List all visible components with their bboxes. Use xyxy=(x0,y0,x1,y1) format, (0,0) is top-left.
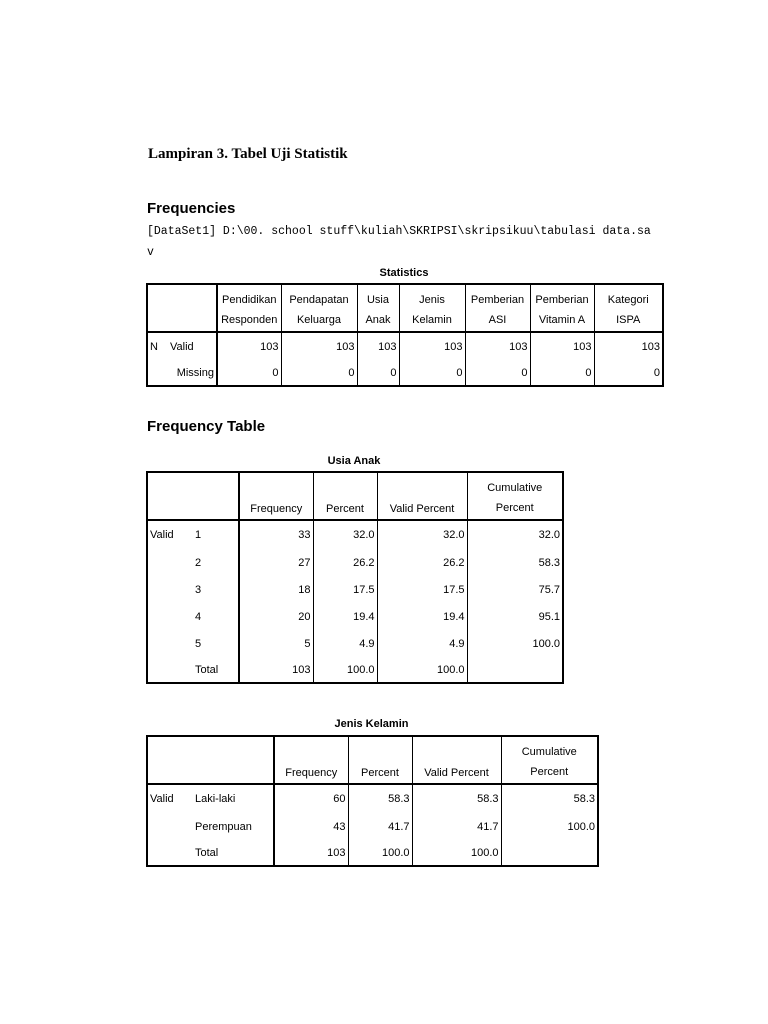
table-cell: 58.3 xyxy=(348,784,412,813)
table-cell: 75.7 xyxy=(538,583,560,596)
table-cell: 19.4 xyxy=(313,603,377,630)
column-header: Pendidikan Responden xyxy=(217,284,281,332)
table-cell: 100.0 xyxy=(532,637,560,650)
table-cell: 100.0 xyxy=(377,657,467,683)
column-header: Pemberian ASI xyxy=(465,284,530,332)
table-cell: 58.3 xyxy=(412,784,501,813)
row-label: 2 xyxy=(193,549,239,576)
table-cell: 0 xyxy=(281,361,357,386)
table-row xyxy=(147,603,563,630)
dataset-path-line2: v xyxy=(147,246,154,259)
table-header-row xyxy=(147,472,563,520)
table-cell: 17.5 xyxy=(377,576,467,603)
table-cell xyxy=(501,840,598,866)
table-cell: 26.2 xyxy=(377,549,467,576)
row-label: 3 xyxy=(193,576,239,603)
usia-anak-caption: Usia Anak xyxy=(327,455,381,467)
table-cell: 4.9 xyxy=(377,630,467,657)
table-cell: 0 xyxy=(357,361,399,386)
table-cell: 0 xyxy=(217,361,281,386)
column-header: Percent xyxy=(313,472,377,520)
table-cell: 100.0 xyxy=(412,840,501,866)
table-row-total xyxy=(147,840,598,866)
table-row xyxy=(147,332,663,361)
column-header: Cumulative Percent xyxy=(467,472,563,520)
row-label: Valid xyxy=(168,332,217,361)
table-row xyxy=(147,361,663,386)
table-header-row xyxy=(147,736,598,784)
table-cell: 103 xyxy=(465,332,530,361)
table-cell: 95.1 xyxy=(538,610,560,623)
table-row xyxy=(147,813,598,840)
row-group-label: Valid xyxy=(150,529,174,541)
column-header: Valid Percent xyxy=(377,472,467,520)
table-cell: 100.0 xyxy=(348,840,412,866)
table-cell: 27 xyxy=(239,549,313,576)
table-cell: 103 xyxy=(217,332,281,361)
table-cell: 58.3 xyxy=(573,793,595,805)
table-cell: 20 xyxy=(239,603,313,630)
table-cell: 17.5 xyxy=(313,576,377,603)
column-header: Usia Anak xyxy=(357,284,399,332)
table-cell: 4.9 xyxy=(313,630,377,657)
table-cell: 103 xyxy=(281,332,357,361)
table-cell: 0 xyxy=(653,367,660,379)
row-group-label: Valid xyxy=(150,793,174,805)
column-header: Frequency xyxy=(274,736,348,784)
column-header: Pemberian Vitamin A xyxy=(530,284,594,332)
table-cell: 19.4 xyxy=(377,603,467,630)
table-cell: 103 xyxy=(530,332,594,361)
column-header: Cumulative Percent xyxy=(501,736,598,784)
table-cell: 103 xyxy=(239,657,313,683)
table-row xyxy=(147,630,563,657)
table-cell: 60 xyxy=(274,784,348,813)
table-cell: 41.7 xyxy=(348,813,412,840)
table-row xyxy=(147,549,563,576)
table-row xyxy=(147,520,563,549)
table-cell: 0 xyxy=(399,361,465,386)
frequency-table-heading: Frequency Table xyxy=(147,418,266,435)
table-cell: 18 xyxy=(239,576,313,603)
column-header: Kategori ISPA xyxy=(594,284,663,332)
table-cell: 43 xyxy=(274,813,348,840)
statistics-header-row xyxy=(147,284,663,332)
table-cell: 41.7 xyxy=(412,813,501,840)
statistics-table xyxy=(146,283,664,387)
table-cell: 0 xyxy=(530,361,594,386)
frequencies-heading: Frequencies xyxy=(147,200,236,217)
column-header: Frequency xyxy=(239,472,313,520)
table-cell: 58.3 xyxy=(538,556,560,569)
column-header: Pendapatan Keluarga xyxy=(281,284,357,332)
table-cell: 33 xyxy=(239,520,313,549)
table-cell: 100.0 xyxy=(313,657,377,683)
jenis-kelamin-caption: Jenis Kelamin xyxy=(334,718,409,730)
table-cell: 32.0 xyxy=(538,529,560,541)
table-row-total xyxy=(147,657,563,683)
row-label: Total xyxy=(193,840,274,866)
table-cell: 0 xyxy=(465,361,530,386)
appendix-title: Lampiran 3. Tabel Uji Statistik xyxy=(148,146,348,162)
table-cell: 103 xyxy=(641,341,660,353)
table-cell: 103 xyxy=(357,332,399,361)
table-cell: 103 xyxy=(399,332,465,361)
row-label: 4 xyxy=(193,603,239,630)
row-label: 5 xyxy=(193,630,239,657)
row-label: 1 xyxy=(193,520,239,549)
row-label: Total xyxy=(193,657,239,683)
dataset-path-line1: [DataSet1] D:\00. school stuff\kuliah\SKRIPSI\skripsikuu\tabulasi data.sa xyxy=(147,225,651,238)
column-header: Jenis Kelamin xyxy=(399,284,465,332)
table-cell: 103 xyxy=(274,840,348,866)
column-header: Percent xyxy=(348,736,412,784)
table-row xyxy=(147,576,563,603)
row-label: Laki-laki xyxy=(193,784,274,813)
table-cell xyxy=(467,657,563,683)
table-cell: 32.0 xyxy=(313,520,377,549)
table-cell: 5 xyxy=(239,630,313,657)
row-label: Perempuan xyxy=(193,813,274,840)
row-group-label: N xyxy=(150,341,158,353)
table-cell: 100.0 xyxy=(567,820,595,833)
table-cell: 26.2 xyxy=(313,549,377,576)
statistics-caption: Statistics xyxy=(379,267,429,279)
column-header: Valid Percent xyxy=(412,736,501,784)
table-cell: 32.0 xyxy=(377,520,467,549)
usia-anak-table xyxy=(146,471,564,684)
table-row xyxy=(147,784,598,813)
jenis-kelamin-table xyxy=(146,735,599,867)
row-label: Missing xyxy=(168,361,217,386)
